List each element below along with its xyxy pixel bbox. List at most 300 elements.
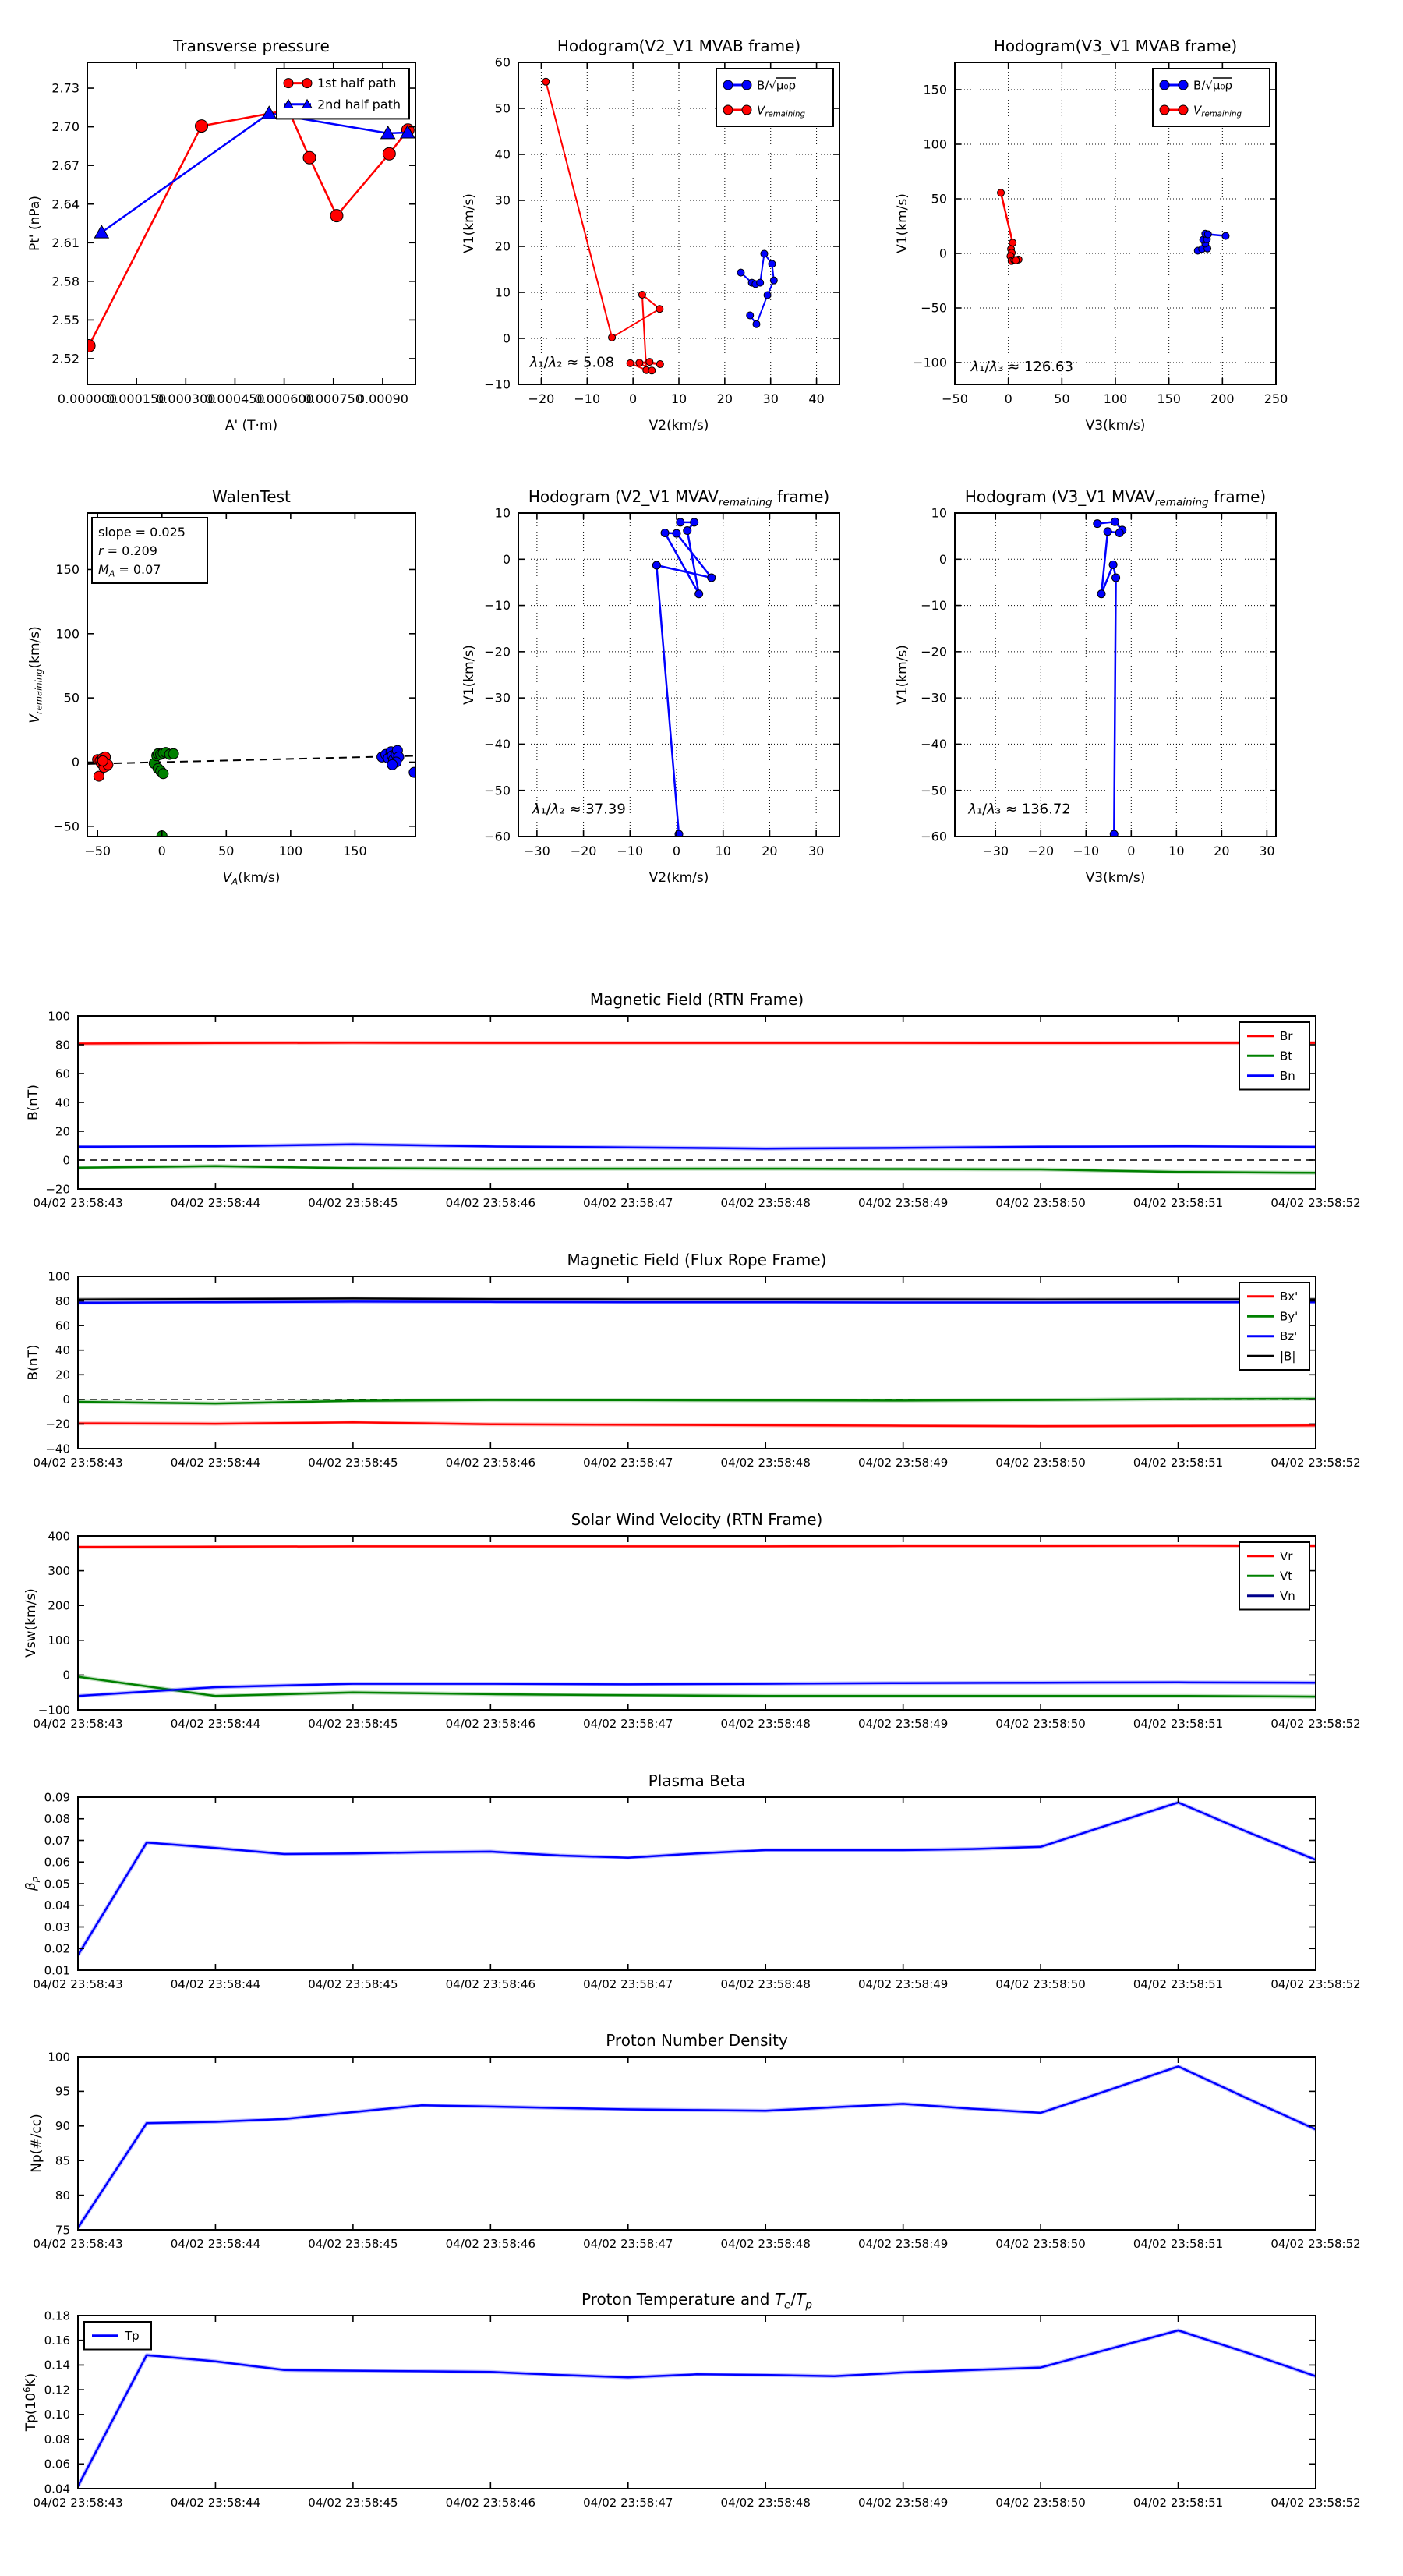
x-tick-label: 30 bbox=[1259, 844, 1275, 858]
x-tick-label: 20 bbox=[716, 391, 733, 406]
x-tick-label: 04/02 23:58:47 bbox=[583, 1717, 673, 1731]
chart-magnetic-field-flux-rope bbox=[26, 1251, 1361, 1470]
data-point bbox=[761, 250, 768, 257]
y-tick-label: 100 bbox=[923, 136, 947, 152]
legend-label: Bx' bbox=[1280, 1290, 1299, 1304]
x-tick-label: 04/02 23:58:46 bbox=[445, 1717, 536, 1731]
x-tick-label: −20 bbox=[570, 844, 597, 858]
y-tick-label: 20 bbox=[55, 1124, 70, 1139]
x-tick-label: 04/02 23:58:46 bbox=[445, 2496, 536, 2510]
y-tick-label: 0 bbox=[62, 1392, 70, 1407]
y-tick-label: 60 bbox=[494, 55, 511, 70]
y-tick-label: 0.07 bbox=[44, 1833, 70, 1848]
y-tick-label: −60 bbox=[484, 829, 511, 844]
chart-hodogram-v3v1-mvav bbox=[895, 487, 1276, 886]
x-tick-label: −50 bbox=[84, 844, 111, 858]
data-point bbox=[737, 269, 744, 276]
x-tick-label: 0.000450 bbox=[205, 391, 265, 406]
y-tick-label: 2.67 bbox=[51, 157, 80, 173]
y-tick-label: 80 bbox=[55, 1293, 70, 1308]
y-axis-label: $V_{remaining}(km/s)$ bbox=[27, 626, 44, 724]
x-tick-label: 0 bbox=[1127, 844, 1136, 858]
x-tick-label: 10 bbox=[670, 391, 687, 406]
data-point bbox=[387, 759, 398, 770]
data-point bbox=[1012, 257, 1020, 264]
y-tick-label: 2.55 bbox=[51, 313, 80, 327]
y-tick-label: 100 bbox=[48, 2050, 70, 2065]
legend-label: Bn bbox=[1280, 1069, 1295, 1083]
chart-title: Plasma Beta bbox=[648, 1771, 746, 1790]
data-point bbox=[409, 767, 419, 777]
x-tick-label: 04/02 23:58:43 bbox=[33, 2496, 123, 2510]
chart-walen-test bbox=[27, 487, 419, 887]
y-tick-label: 0 bbox=[62, 1153, 70, 1168]
y-tick-label: 0 bbox=[938, 246, 947, 261]
x-tick-label: 04/02 23:58:52 bbox=[1270, 1456, 1361, 1470]
x-tick-label: 04/02 23:58:50 bbox=[995, 1977, 1086, 1991]
chart-plasma-beta bbox=[23, 1771, 1361, 1991]
y-axis-label: Np(#/cc) bbox=[29, 2114, 44, 2173]
x-tick-label: −20 bbox=[1027, 844, 1055, 858]
x-tick-label: 0.00090 bbox=[356, 391, 408, 406]
x-tick-label: 04/02 23:58:43 bbox=[33, 2237, 123, 2251]
legend bbox=[716, 69, 833, 126]
x-tick-label: 04/02 23:58:50 bbox=[995, 1717, 1086, 1731]
y-tick-label: 80 bbox=[55, 1038, 70, 1053]
annotation: λ₁/λ₂ ≈ 37.39 bbox=[532, 801, 626, 818]
x-axis-label: V3(km/s) bbox=[1085, 418, 1146, 433]
y-tick-label: −60 bbox=[921, 829, 947, 844]
legend-label: B/√μ₀ρ bbox=[1193, 78, 1232, 93]
stats-line: slope = 0.025 bbox=[98, 525, 186, 540]
y-tick-label: −40 bbox=[921, 737, 947, 752]
y-tick-label: 0.10 bbox=[44, 2408, 70, 2422]
legend bbox=[1153, 69, 1270, 126]
x-tick-label: −10 bbox=[617, 844, 644, 858]
x-tick-label: −50 bbox=[942, 391, 968, 406]
x-tick-label: 04/02 23:58:52 bbox=[1270, 2496, 1361, 2510]
legend-label: |B| bbox=[1280, 1349, 1296, 1364]
legend-sample-marker bbox=[1160, 105, 1169, 115]
stats-line: $M_A = 0.07$ bbox=[98, 562, 161, 579]
y-tick-label: 0.18 bbox=[44, 2309, 70, 2323]
y-tick-label: 50 bbox=[63, 690, 80, 706]
x-tick-label: 50 bbox=[1054, 391, 1070, 406]
x-tick-label: 04/02 23:58:44 bbox=[170, 1977, 261, 1991]
data-point bbox=[83, 339, 95, 352]
x-tick-label: −10 bbox=[574, 391, 601, 406]
legend-sample-marker bbox=[302, 79, 312, 88]
y-tick-label: 100 bbox=[55, 626, 80, 642]
y-tick-label: 85 bbox=[55, 2153, 70, 2168]
chart-hodogram-v2v1-mvav bbox=[461, 487, 839, 886]
legend-label: 2nd half path bbox=[317, 97, 401, 112]
x-axis-label: A' (T·m) bbox=[224, 418, 278, 433]
legend-sample-marker bbox=[1179, 105, 1188, 115]
y-axis-label: $\beta_p$ bbox=[23, 1876, 41, 1891]
x-tick-label: −20 bbox=[528, 391, 555, 406]
x-tick-label: 04/02 23:58:44 bbox=[170, 1196, 261, 1210]
stats-line: r = 0.209 bbox=[98, 543, 157, 558]
y-tick-label: −40 bbox=[484, 737, 511, 752]
y-tick-label: 0.04 bbox=[44, 1898, 70, 1913]
y-tick-label: 0 bbox=[502, 331, 511, 346]
y-tick-label: 0.14 bbox=[44, 2358, 70, 2373]
legend-label: By' bbox=[1280, 1309, 1299, 1324]
chart-magnetic-field-rtn bbox=[26, 990, 1361, 1210]
y-tick-label: 10 bbox=[494, 505, 511, 521]
data-point bbox=[196, 120, 208, 133]
annotation: λ₁/λ₂ ≈ 5.08 bbox=[529, 354, 615, 371]
y-tick-label: 0.05 bbox=[44, 1877, 70, 1891]
data-point bbox=[1094, 520, 1101, 528]
x-tick-label: 0 bbox=[1004, 391, 1012, 406]
y-tick-label: 0.06 bbox=[44, 2457, 70, 2472]
y-tick-label: −30 bbox=[921, 690, 947, 706]
y-tick-label: 0 bbox=[502, 551, 511, 567]
x-tick-label: 0.000150 bbox=[106, 391, 167, 406]
y-tick-label: −50 bbox=[484, 783, 511, 798]
y-tick-label: 40 bbox=[494, 147, 511, 162]
y-axis-label: Vsw(km/s) bbox=[23, 1588, 39, 1658]
x-tick-label: 04/02 23:58:45 bbox=[308, 1196, 398, 1210]
legend bbox=[277, 69, 409, 119]
y-tick-label: 2.61 bbox=[51, 235, 80, 250]
y-tick-label: 90 bbox=[55, 2119, 70, 2134]
stats-textbox bbox=[92, 518, 207, 583]
y-tick-label: 0 bbox=[62, 1668, 70, 1683]
x-tick-label: 250 bbox=[1263, 391, 1288, 406]
annotation: λ₁/λ₃ ≈ 126.63 bbox=[970, 359, 1073, 376]
y-tick-label: −100 bbox=[913, 355, 947, 370]
legend-label: Bz' bbox=[1280, 1329, 1298, 1343]
legend-sample-marker bbox=[742, 105, 751, 115]
legend-label: Vt bbox=[1280, 1569, 1293, 1583]
x-tick-label: 04/02 23:58:48 bbox=[720, 1977, 811, 1991]
y-axis-label: B(nT) bbox=[26, 1344, 41, 1381]
data-point bbox=[691, 518, 698, 526]
x-tick-label: 04/02 23:58:49 bbox=[857, 1196, 949, 1210]
data-point bbox=[998, 189, 1005, 196]
x-tick-label: 0 bbox=[629, 391, 638, 406]
data-point bbox=[1097, 590, 1105, 598]
y-tick-label: −20 bbox=[921, 644, 947, 660]
x-tick-label: 04/02 23:58:50 bbox=[995, 1456, 1086, 1470]
x-tick-label: 04/02 23:58:51 bbox=[1133, 2237, 1224, 2251]
data-point bbox=[646, 359, 653, 366]
x-tick-label: 04/02 23:58:46 bbox=[445, 1196, 536, 1210]
x-tick-label: 04/02 23:58:45 bbox=[308, 1456, 398, 1470]
x-tick-label: 04/02 23:58:48 bbox=[720, 2237, 811, 2251]
chart-title: Hodogram (V3_V1 $MVAV_{remaining}$ frame) bbox=[964, 487, 1267, 509]
y-axis-label: $Tp(10^6K)$ bbox=[21, 2373, 39, 2432]
x-tick-label: 20 bbox=[1214, 844, 1230, 858]
x-tick-label: 04/02 23:58:46 bbox=[445, 2237, 536, 2251]
y-tick-label: 0.06 bbox=[44, 1855, 70, 1870]
y-tick-label: 100 bbox=[48, 1269, 70, 1284]
y-tick-label: 0.08 bbox=[44, 2432, 70, 2447]
data-point bbox=[1112, 574, 1120, 582]
data-point bbox=[168, 748, 178, 759]
chart-title: Proton Number Density bbox=[606, 2031, 788, 2050]
chart-transverse-pressure bbox=[27, 37, 415, 433]
legend bbox=[1239, 1283, 1309, 1370]
data-point bbox=[542, 78, 550, 85]
data-point bbox=[330, 210, 343, 222]
legend-sample-marker bbox=[284, 79, 293, 88]
y-axis-label: B(nT) bbox=[26, 1084, 41, 1121]
y-tick-label: 10 bbox=[494, 285, 511, 300]
chart-proton-temperature bbox=[22, 2290, 1361, 2510]
y-tick-label: −20 bbox=[45, 1417, 70, 1431]
y-tick-label: 95 bbox=[55, 2084, 70, 2099]
x-tick-label: 04/02 23:58:49 bbox=[857, 2496, 949, 2510]
y-tick-label: 100 bbox=[48, 1633, 70, 1648]
x-tick-label: 04/02 23:58:43 bbox=[33, 1717, 123, 1731]
legend-label: $V_{remaining}$ bbox=[757, 103, 805, 119]
x-tick-label: 0 bbox=[157, 844, 166, 858]
y-tick-label: 60 bbox=[55, 1318, 70, 1333]
x-tick-label: 04/02 23:58:44 bbox=[170, 1456, 261, 1470]
y-tick-label: 0 bbox=[938, 551, 947, 567]
y-tick-label: 2.70 bbox=[51, 119, 80, 135]
x-tick-label: 04/02 23:58:51 bbox=[1133, 1196, 1224, 1210]
y-tick-label: 0.03 bbox=[44, 1920, 70, 1934]
y-tick-label: 2.58 bbox=[51, 274, 80, 289]
data-point bbox=[753, 320, 760, 327]
x-tick-label: 04/02 23:58:52 bbox=[1270, 1196, 1361, 1210]
data-point bbox=[652, 561, 660, 569]
chart-title: Hodogram(V2_V1 MVAB frame) bbox=[557, 37, 801, 55]
x-tick-label: 10 bbox=[1168, 844, 1185, 858]
data-point bbox=[1111, 518, 1119, 525]
y-tick-label: 75 bbox=[55, 2223, 70, 2238]
y-tick-label: 0.04 bbox=[44, 2482, 70, 2496]
x-tick-label: 04/02 23:58:48 bbox=[720, 1456, 811, 1470]
x-tick-label: 04/02 23:58:43 bbox=[33, 1456, 123, 1470]
x-tick-label: 0 bbox=[672, 844, 681, 858]
data-point bbox=[638, 291, 645, 298]
legend-label: B/√μ₀ρ bbox=[757, 78, 796, 93]
x-axis-label: V3(km/s) bbox=[1085, 870, 1146, 886]
x-tick-label: −30 bbox=[982, 844, 1009, 858]
data-point bbox=[1009, 239, 1016, 246]
x-tick-label: 04/02 23:58:51 bbox=[1133, 1717, 1224, 1731]
y-tick-label: −10 bbox=[484, 598, 511, 614]
legend-label: Vn bbox=[1280, 1589, 1295, 1603]
data-point bbox=[1115, 529, 1123, 536]
data-point bbox=[303, 151, 316, 164]
y-tick-label: 0.08 bbox=[44, 1812, 70, 1826]
y-tick-label: 0.09 bbox=[44, 1790, 70, 1805]
data-point bbox=[1104, 528, 1111, 536]
y-tick-label: 150 bbox=[55, 562, 80, 578]
x-tick-label: 200 bbox=[1210, 391, 1235, 406]
x-axis-label: V2(km/s) bbox=[648, 870, 709, 886]
x-tick-label: 04/02 23:58:52 bbox=[1270, 1977, 1361, 1991]
x-tick-label: 0.000300 bbox=[156, 391, 216, 406]
x-tick-label: 04/02 23:58:51 bbox=[1133, 1977, 1224, 1991]
legend-label: Br bbox=[1280, 1029, 1293, 1043]
chart-title: WalenTest bbox=[212, 487, 291, 506]
x-tick-label: 20 bbox=[762, 844, 778, 858]
plot-background bbox=[518, 513, 839, 837]
y-tick-label: 40 bbox=[55, 1095, 70, 1110]
x-tick-label: 04/02 23:58:50 bbox=[995, 2496, 1086, 2510]
data-point bbox=[1204, 231, 1211, 238]
x-tick-label: 10 bbox=[715, 844, 731, 858]
y-tick-label: −20 bbox=[484, 644, 511, 660]
y-tick-label: −100 bbox=[37, 1703, 70, 1718]
x-tick-label: 04/02 23:58:43 bbox=[33, 1977, 123, 1991]
x-tick-label: 0.000600 bbox=[254, 391, 314, 406]
x-tick-label: 04/02 23:58:47 bbox=[583, 2496, 673, 2510]
x-tick-label: 0.000000 bbox=[57, 391, 118, 406]
y-tick-label: 0 bbox=[71, 755, 80, 770]
x-axis-label: $V_A(km/s)$ bbox=[222, 870, 281, 887]
y-tick-label: 2.73 bbox=[51, 80, 80, 96]
y-tick-label: 20 bbox=[494, 239, 511, 254]
y-tick-label: −10 bbox=[921, 598, 947, 614]
legend bbox=[84, 2322, 151, 2350]
data-point bbox=[770, 277, 777, 284]
y-axis-label: V1(km/s) bbox=[895, 645, 910, 705]
x-tick-label: 150 bbox=[343, 844, 367, 858]
x-tick-label: 04/02 23:58:48 bbox=[720, 2496, 811, 2510]
y-tick-label: 0.01 bbox=[44, 1963, 70, 1978]
y-tick-label: −50 bbox=[53, 819, 80, 834]
x-axis-label: V2(km/s) bbox=[648, 418, 709, 433]
x-tick-label: 150 bbox=[1157, 391, 1181, 406]
x-tick-label: 04/02 23:58:46 bbox=[445, 1456, 536, 1470]
x-tick-label: 30 bbox=[762, 391, 779, 406]
data-point bbox=[97, 755, 108, 766]
data-point bbox=[684, 527, 691, 535]
data-point bbox=[1222, 232, 1229, 239]
data-point bbox=[609, 334, 616, 341]
x-tick-label: 04/02 23:58:44 bbox=[170, 1717, 261, 1731]
x-tick-label: 04/02 23:58:50 bbox=[995, 1196, 1086, 1210]
x-tick-label: 04/02 23:58:47 bbox=[583, 1977, 673, 1991]
x-tick-label: 04/02 23:58:45 bbox=[308, 2237, 398, 2251]
chart-title: Hodogram (V2_V1 $MVAV_{remaining}$ frame) bbox=[528, 487, 830, 509]
x-tick-label: 04/02 23:58:49 bbox=[857, 1717, 949, 1731]
y-tick-label: 200 bbox=[48, 1598, 70, 1613]
y-tick-label: −50 bbox=[921, 783, 947, 798]
legend-sample-marker bbox=[723, 80, 733, 90]
x-tick-label: 04/02 23:58:51 bbox=[1133, 1456, 1224, 1470]
x-tick-label: 04/02 23:58:44 bbox=[170, 2237, 261, 2251]
y-tick-label: −20 bbox=[45, 1182, 70, 1197]
y-tick-label: −30 bbox=[484, 690, 511, 706]
y-tick-label: 0.02 bbox=[44, 1941, 70, 1956]
y-tick-label: 2.64 bbox=[51, 196, 80, 212]
data-point bbox=[673, 529, 680, 537]
data-point bbox=[661, 529, 669, 536]
data-point bbox=[383, 147, 395, 160]
y-tick-label: 400 bbox=[48, 1529, 70, 1544]
legend-sample-marker bbox=[723, 105, 733, 115]
y-tick-label: 60 bbox=[55, 1067, 70, 1081]
data-point bbox=[677, 518, 684, 526]
chart-title: Proton Temperature and $T_e/T_p$ bbox=[581, 2290, 813, 2312]
y-tick-label: −50 bbox=[921, 300, 947, 316]
y-tick-label: 20 bbox=[55, 1368, 70, 1382]
data-point bbox=[158, 769, 168, 779]
y-tick-label: 50 bbox=[494, 101, 511, 116]
chart-hodogram-v3v1-mvab bbox=[895, 37, 1288, 433]
x-tick-label: 04/02 23:58:49 bbox=[857, 1456, 949, 1470]
x-tick-label: 04/02 23:58:51 bbox=[1133, 2496, 1224, 2510]
data-point bbox=[648, 367, 656, 374]
data-point bbox=[656, 361, 663, 368]
chart-title: Hodogram(V3_V1 MVAB frame) bbox=[993, 37, 1238, 55]
y-tick-label: 0.12 bbox=[44, 2383, 70, 2397]
series-line bbox=[78, 1301, 1316, 1302]
data-point bbox=[764, 292, 771, 299]
y-tick-label: −10 bbox=[484, 377, 511, 392]
legend-label: $V_{remaining}$ bbox=[1193, 103, 1242, 119]
x-tick-label: 04/02 23:58:48 bbox=[720, 1717, 811, 1731]
x-tick-label: −10 bbox=[1073, 844, 1100, 858]
x-tick-label: 04/02 23:58:48 bbox=[720, 1196, 811, 1210]
x-tick-label: 04/02 23:58:47 bbox=[583, 2237, 673, 2251]
data-point bbox=[636, 359, 643, 366]
x-tick-label: 04/02 23:58:50 bbox=[995, 2237, 1086, 2251]
data-point bbox=[747, 312, 754, 319]
data-point bbox=[708, 574, 716, 582]
x-tick-label: 04/02 23:58:45 bbox=[308, 1977, 398, 1991]
chart-title: Magnetic Field (Flux Rope Frame) bbox=[567, 1251, 827, 1269]
y-tick-label: 2.52 bbox=[51, 351, 80, 366]
legend-label: Tp bbox=[125, 2329, 140, 2343]
chart-hodogram-v2v1-mvab bbox=[461, 37, 839, 433]
chart-solar-wind-velocity bbox=[23, 1510, 1361, 1731]
y-tick-label: 150 bbox=[923, 82, 947, 97]
x-tick-label: 50 bbox=[218, 844, 235, 858]
x-tick-label: 04/02 23:58:44 bbox=[170, 2496, 261, 2510]
chart-title: Magnetic Field (RTN Frame) bbox=[589, 990, 804, 1009]
legend-sample-marker bbox=[1179, 80, 1188, 90]
legend bbox=[1239, 1542, 1309, 1610]
chart-proton-number-density bbox=[29, 2031, 1361, 2251]
y-tick-label: 10 bbox=[931, 505, 947, 521]
chart-title: Solar Wind Velocity (RTN Frame) bbox=[571, 1510, 823, 1529]
x-tick-label: 04/02 23:58:45 bbox=[308, 1717, 398, 1731]
legend-sample-marker bbox=[742, 80, 751, 90]
data-point bbox=[1109, 561, 1117, 568]
x-tick-label: 04/02 23:58:45 bbox=[308, 2496, 398, 2510]
x-tick-label: 100 bbox=[278, 844, 303, 858]
y-tick-label: 300 bbox=[48, 1563, 70, 1578]
x-tick-label: 04/02 23:58:47 bbox=[583, 1196, 673, 1210]
y-tick-label: 40 bbox=[55, 1343, 70, 1357]
data-point bbox=[695, 590, 703, 598]
data-point bbox=[94, 771, 104, 781]
x-tick-label: 04/02 23:58:52 bbox=[1270, 1717, 1361, 1731]
y-axis-label: Pt' (nPa) bbox=[27, 196, 43, 251]
legend-sample-marker bbox=[1160, 80, 1169, 90]
y-axis-label: V1(km/s) bbox=[461, 193, 477, 253]
legend-label: 1st half path bbox=[317, 76, 397, 91]
x-tick-label: 0.000750 bbox=[303, 391, 363, 406]
data-point bbox=[656, 306, 663, 313]
x-tick-label: 04/02 23:58:47 bbox=[583, 1456, 673, 1470]
x-tick-label: 04/02 23:58:49 bbox=[857, 1977, 949, 1991]
data-point bbox=[757, 279, 764, 286]
y-tick-label: 0.16 bbox=[44, 2333, 70, 2348]
x-tick-label: 04/02 23:58:46 bbox=[445, 1977, 536, 1991]
